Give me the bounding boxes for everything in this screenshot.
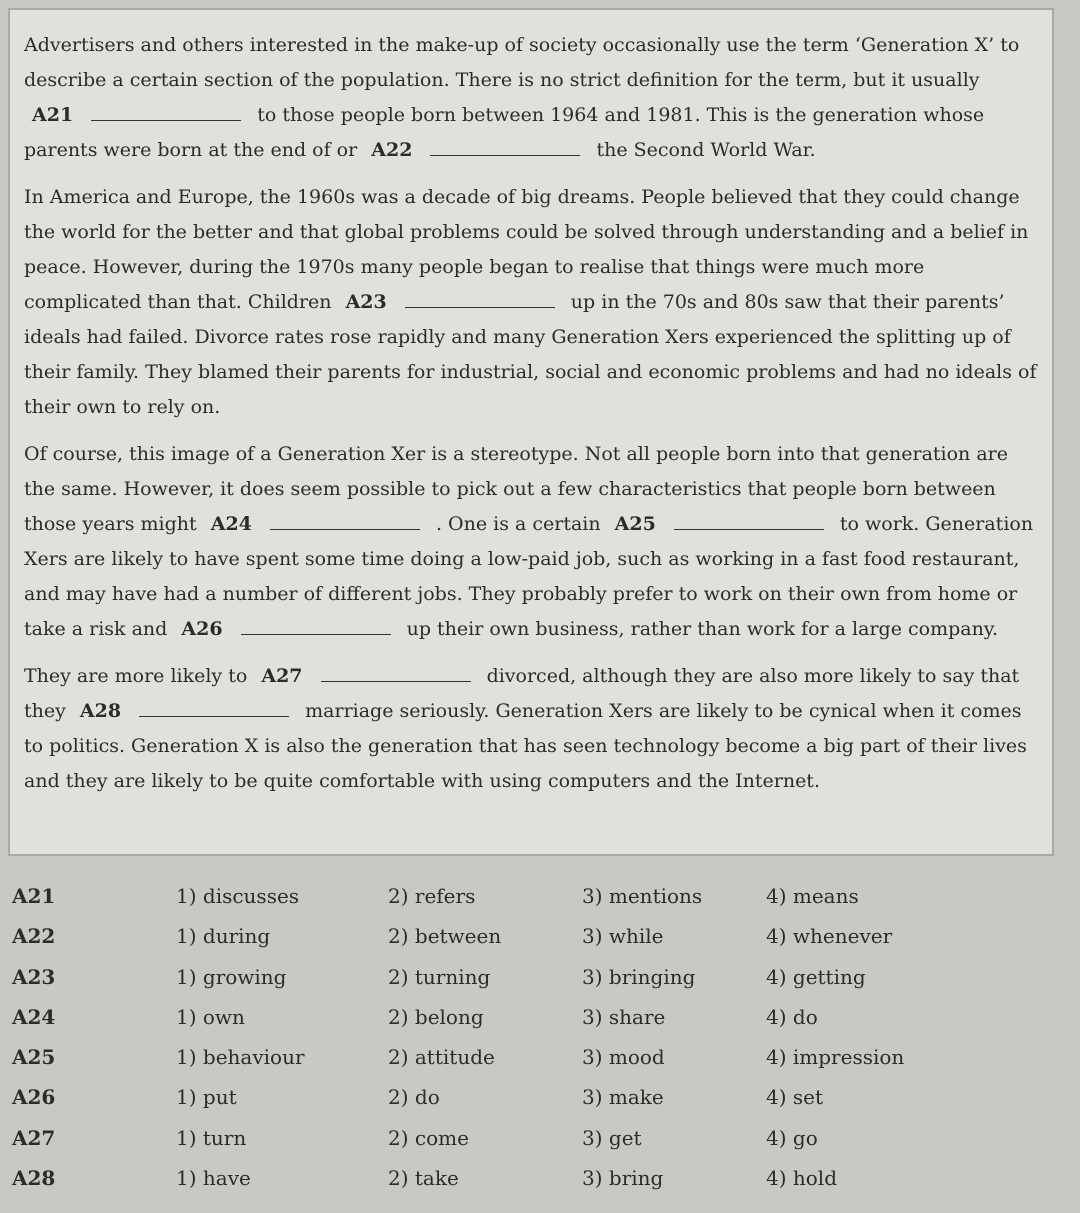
answer-row-a28 <box>8 1166 1008 1206</box>
question-id: A25 <box>12 1045 56 1070</box>
paragraph-4 <box>24 659 1038 799</box>
passage-text: In America and Europe, the 1960s was a decade of big dreams. People believed that they could change the world for the better and that global problems could be solved through understanding and a belief in peace. However, during the 1970s many people began to realise that things were much more complicated than that. Children <box>24 186 1029 313</box>
option-2[interactable]: 2) do <box>388 1085 440 1110</box>
passage-text: They are more likely to <box>24 665 248 687</box>
answer-row-a27 <box>8 1126 1008 1166</box>
option-4[interactable]: 4) go <box>766 1125 818 1150</box>
passage-text: to those people born between 1964 and 1981. This is the generation whose parents were born at the end of or <box>24 104 985 161</box>
option-4[interactable]: 4) whenever <box>766 924 893 949</box>
question-id: A23 <box>12 964 56 989</box>
passage-text: Of course, this image of a Generation Xer is a stereotype. Not all people born into that generation are the same. However, it does seem possible to pick out a few characteristics that people born between those years might <box>24 443 1008 535</box>
question-id: A24 <box>12 1004 56 1029</box>
answer-row-a26 <box>8 1085 1008 1125</box>
paragraph-1 <box>24 28 1038 168</box>
answer-options-table <box>8 884 1008 1206</box>
option-3[interactable]: 3) mood <box>582 1045 665 1070</box>
option-4[interactable]: 4) means <box>766 884 859 908</box>
passage-text: up in the 70s and 80s saw that their parents’ ideals had failed. Divorce rates rose rapidly and many Generation Xers experienced the splitting up of their family. They blamed their parents for industrial, social and economic problems and had no ideals of their own to rely on. <box>24 291 1037 418</box>
option-2[interactable]: 2) turning <box>388 964 491 989</box>
answer-row-a22 <box>8 924 1008 964</box>
question-id: A22 <box>12 924 56 949</box>
option-1[interactable]: 1) growing <box>176 964 287 989</box>
option-1[interactable]: 1) behaviour <box>176 1045 305 1070</box>
blank-a27[interactable] <box>321 663 471 682</box>
option-1[interactable]: 1) have <box>176 1166 251 1191</box>
option-3[interactable]: 3) bringing <box>582 964 696 989</box>
question-id: A27 <box>12 1125 56 1150</box>
answer-row-a24 <box>8 1005 1008 1045</box>
answer-row-a21 <box>8 884 1008 924</box>
question-id: A26 <box>12 1085 56 1110</box>
option-3[interactable]: 3) share <box>582 1004 666 1029</box>
paragraph-2 <box>24 180 1038 425</box>
option-1[interactable]: 1) put <box>176 1085 237 1110</box>
gap-label-a26: A26 <box>181 618 223 640</box>
option-1[interactable]: 1) during <box>176 924 271 949</box>
option-2[interactable]: 2) belong <box>388 1004 484 1029</box>
gap-label-a25: A25 <box>614 513 656 535</box>
answer-row-a25 <box>8 1045 1008 1085</box>
option-2[interactable]: 2) attitude <box>388 1045 495 1070</box>
option-3[interactable]: 3) mentions <box>582 884 703 908</box>
option-2[interactable]: 2) take <box>388 1166 459 1191</box>
blank-a26[interactable] <box>241 616 391 635</box>
passage-text: the Second World War. <box>596 139 816 161</box>
answer-row-a23 <box>8 965 1008 1005</box>
option-3[interactable]: 3) bring <box>582 1166 664 1191</box>
option-2[interactable]: 2) refers <box>388 884 476 908</box>
option-2[interactable]: 2) between <box>388 924 502 949</box>
option-3[interactable]: 3) make <box>582 1085 664 1110</box>
question-id: A21 <box>12 884 56 908</box>
passage-text: divorced, although they are also more likely to say that they <box>24 665 1020 722</box>
passage-box <box>8 8 1054 856</box>
blank-a23[interactable] <box>405 289 555 308</box>
option-4[interactable]: 4) hold <box>766 1166 838 1191</box>
gap-label-a22: A22 <box>371 139 413 161</box>
option-3[interactable]: 3) get <box>582 1125 642 1150</box>
option-4[interactable]: 4) do <box>766 1004 818 1029</box>
gap-label-a27: A27 <box>261 665 303 687</box>
passage-text: to work. Generation Xers are likely to have spent some time doing a low-paid job, such as working in a fast food restaurant, and may have had a number of different jobs. They probably prefer to work on their own from home or take a risk and <box>24 513 1034 640</box>
blank-a21[interactable] <box>91 102 241 121</box>
option-1[interactable]: 1) discusses <box>176 884 300 908</box>
gap-label-a28: A28 <box>79 700 122 722</box>
option-4[interactable]: 4) getting <box>766 964 866 989</box>
passage-text: Advertisers and others interested in the make-up of society occasionally use the term ‘Generation X’ to describe a certain section of the population. There is no strict definition for the term, but it usually <box>24 34 1020 91</box>
gap-label-a23: A23 <box>345 291 387 313</box>
passage-text: marriage seriously. Generation Xers are likely to be cynical when it comes to politics. Generation X is also the generation that has seen technology become a big part of their lives and they are likely to be quite comfortable with using computers and the Internet. <box>24 700 1027 792</box>
blank-a25[interactable] <box>674 511 824 530</box>
paragraph-3 <box>24 437 1038 647</box>
passage-text: up their own business, rather than work for a large company. <box>406 618 999 640</box>
gap-label-a21: A21 <box>32 104 74 126</box>
option-4[interactable]: 4) set <box>766 1085 824 1110</box>
option-1[interactable]: 1) turn <box>176 1125 247 1150</box>
blank-a28[interactable] <box>139 698 289 717</box>
question-id: A28 <box>12 1166 56 1191</box>
option-3[interactable]: 3) while <box>582 924 664 949</box>
blank-a22[interactable] <box>430 137 580 156</box>
option-2[interactable]: 2) come <box>388 1125 469 1150</box>
blank-a24[interactable] <box>270 511 420 530</box>
gap-label-a24: A24 <box>210 513 252 535</box>
option-1[interactable]: 1) own <box>176 1004 245 1029</box>
option-4[interactable]: 4) impression <box>766 1045 905 1070</box>
passage-text: . One is a certain <box>435 513 601 535</box>
